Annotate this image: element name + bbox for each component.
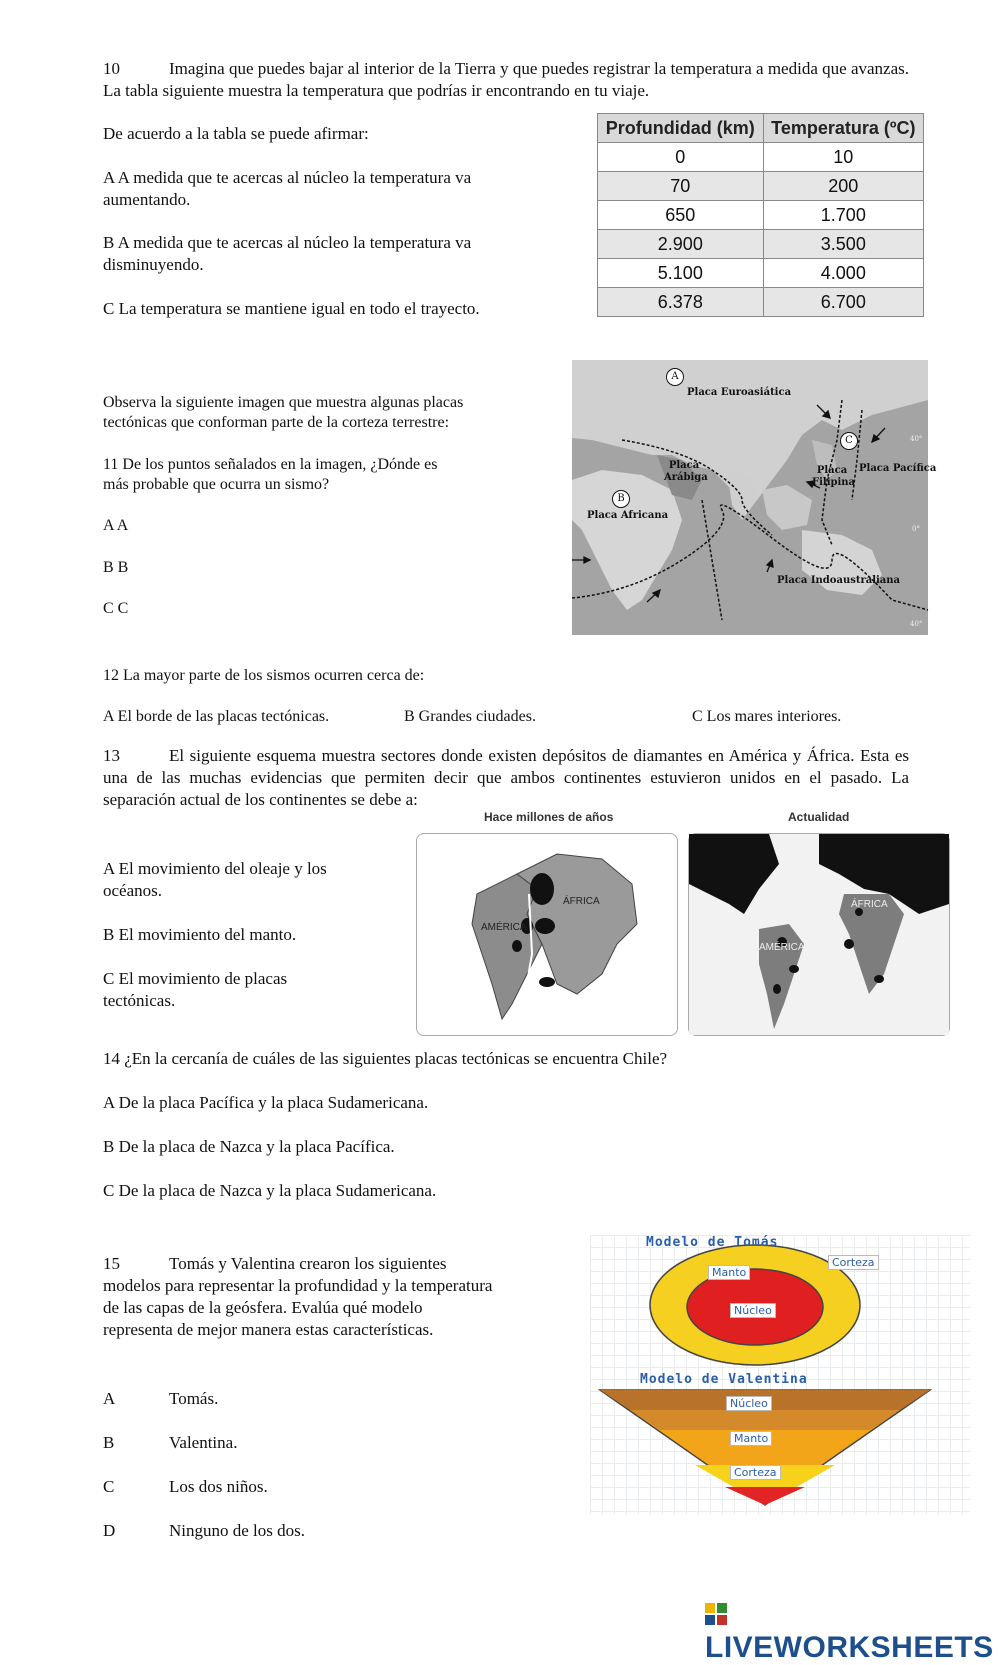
present-continents-picture [688,833,950,1036]
q15-option-b[interactable] [103,1432,237,1454]
table-cell: 650 [598,201,764,230]
q15-letter: C [103,1477,115,1496]
table-cell: 0 [598,143,764,172]
label-africa-past: ÁFRICA [563,896,600,907]
label-pacific-plate: Placa Pacífica [859,463,937,474]
table-row [598,143,924,172]
earth-models-picture [590,1235,970,1515]
q10-number: 10 [103,59,120,78]
model-tomas-nucleo: Núcleo [730,1303,776,1318]
table-row [598,259,924,288]
past-continents-picture [416,833,678,1036]
present-world-drawing [689,834,949,1035]
label-arabian-text: Placa Arábiga [664,460,708,483]
q14-option-a[interactable]: A De la placa Pacífica y la placa Sudamericana. [103,1093,429,1112]
map-point-c[interactable]: C [840,432,858,450]
table-cell: 5.100 [598,259,764,288]
q10-prompt: De acuerdo a la tabla se puede afirmar: [103,124,369,143]
table-row [598,230,924,259]
q12-question: 12 La mayor parte de los sismos ocurren cerca de: [103,667,425,684]
past-map-title: Hace millones de años [484,810,614,824]
table-row [598,172,924,201]
q15-letter: D [103,1521,116,1540]
liveworksheets-brand: LIVEWORKSHEETS [705,1631,994,1664]
model-valentina-nucleo: Núcleo [726,1396,772,1411]
table-cell: 4.000 [763,259,923,288]
model-tomas-corteza: Corteza [828,1255,879,1270]
label-africa-present: ÁFRICA [851,899,888,910]
q15-text: Tomás y Valentina crearon los siguientes modelos para representar la profundidad y la temperatura de las capas de la geósfera. Evalúa qué modelo representa de mejor manera estas características. [103,1254,493,1339]
q15-option-text: Los dos niños. [169,1477,268,1496]
q14-question: 14 ¿En la cercanía de cuáles de las siguientes placas tectónicas se encuentra Chile? [103,1049,668,1068]
q15-option-text: Ninguno de los dos. [169,1521,305,1540]
model-tomas-manto: Manto [708,1265,750,1280]
q13-option-a[interactable]: A El movimiento del oleaje y los océanos. [103,859,327,900]
q10-intro [103,58,909,102]
table-cell: 1.700 [763,201,923,230]
present-map-title: Actualidad [788,810,850,824]
model-valentina-corteza: Corteza [730,1465,781,1480]
q15-option-d[interactable] [103,1520,305,1542]
table-row [598,288,924,317]
table-cell: 6.378 [598,288,764,317]
label-philippine-plate [812,465,856,489]
pangea-drawing [417,834,677,1035]
q15-option-c[interactable] [103,1476,268,1498]
q10-option-c[interactable]: C La temperatura se mantiene igual en todo el trayecto. [103,299,480,318]
q14-option-b[interactable]: B De la placa de Nazca y la placa Pacífica. [103,1137,395,1156]
q12-option-c[interactable]: C Los mares interiores. [692,708,842,725]
q11-option-c[interactable]: C C [103,600,129,617]
lat-mark-north: 40° [910,435,923,443]
table-header-temp: Temperatura (ºC) [763,114,923,143]
label-arabian-plate [664,460,708,484]
q13-text: El siguiente esquema muestra sectores donde existen depósitos de diamantes en América y África. Esta es una de las muchas evidencias que permiten decir que ambos continentes estuvieron unidos en el pasado. La separación actual de los continentes se debe a: [103,746,909,809]
table-header-depth: Profundidad (km) [598,114,764,143]
q11-option-a[interactable]: A A [103,517,129,534]
table-cell: 2.900 [598,230,764,259]
q11-intro: Observa la siguiente imagen que muestra algunas placas tectónicas que conforman parte de la corteza terrestre: [103,394,464,431]
label-african-plate: Placa Africana [587,510,669,521]
q15-option-text: Valentina. [169,1433,238,1452]
tectonic-plates-map [572,360,937,635]
table-row [598,201,924,230]
q10-option-b[interactable]: B A medida que te acercas al núcleo la temperatura va disminuyendo. [103,233,472,274]
label-america-past: AMÉRICA [481,922,527,933]
liveworksheets-mark-icon [705,1603,727,1625]
q11-question: 11 De los puntos señalados en la imagen, ¿Dónde es más probable que ocurra un sismo? [103,456,438,493]
q11-option-b[interactable]: B B [103,559,129,576]
q12-option-a[interactable]: A El borde de las placas tectónicas. [103,708,330,725]
table-cell: 10 [763,143,923,172]
q12-option-b[interactable]: B Grandes ciudades. [404,708,536,725]
q15-letter: A [103,1389,116,1408]
table-cell: 200 [763,172,923,201]
label-eurasian-plate: Placa Euroasiática [687,387,792,398]
q15-letter: B [103,1433,115,1452]
q15-option-a[interactable] [103,1388,218,1410]
q15-number: 15 [103,1254,120,1273]
lat-mark-equator: 0° [912,525,920,533]
q15-intro [103,1253,493,1341]
q13-option-b[interactable]: B El movimiento del manto. [103,925,297,944]
q10-option-a[interactable]: A A medida que te acercas al núcleo la temperatura va aumentando. [103,168,472,209]
q13-option-c[interactable]: C El movimiento de placas tectónicas. [103,969,288,1010]
q13-number: 13 [103,746,120,765]
table-cell: 3.500 [763,230,923,259]
label-america-present: AMÉRICA [759,942,805,953]
lat-mark-south: 40° [910,620,923,628]
q13-intro [103,745,909,811]
label-indoaustralian-plate: Placa Indoaustraliana [777,575,901,586]
q10-intro-text: Imagina que puedes bajar al interior de la Tierra y que puedes registrar la temperatura a medida que avanzas. La tabla siguiente muestra la temperatura que podrías ir encontrando en tu viaje. [103,59,909,100]
model-valentina-manto: Manto [730,1431,772,1446]
table-cell: 70 [598,172,764,201]
model-valentina-title: Modelo de Valentina [640,1372,808,1387]
map-point-b[interactable]: B [612,490,630,508]
table-cell: 6.700 [763,288,923,317]
temperature-table [597,113,924,317]
q15-option-text: Tomás. [169,1389,219,1408]
q14-option-c[interactable]: C De la placa de Nazca y la placa Sudamericana. [103,1181,437,1200]
map-point-a[interactable]: A [666,368,684,386]
model-tomas-title: Modelo de Tomás [646,1235,779,1250]
label-philippine-text: Placa Filipina [812,465,856,488]
liveworksheets-logo [705,1597,1000,1665]
